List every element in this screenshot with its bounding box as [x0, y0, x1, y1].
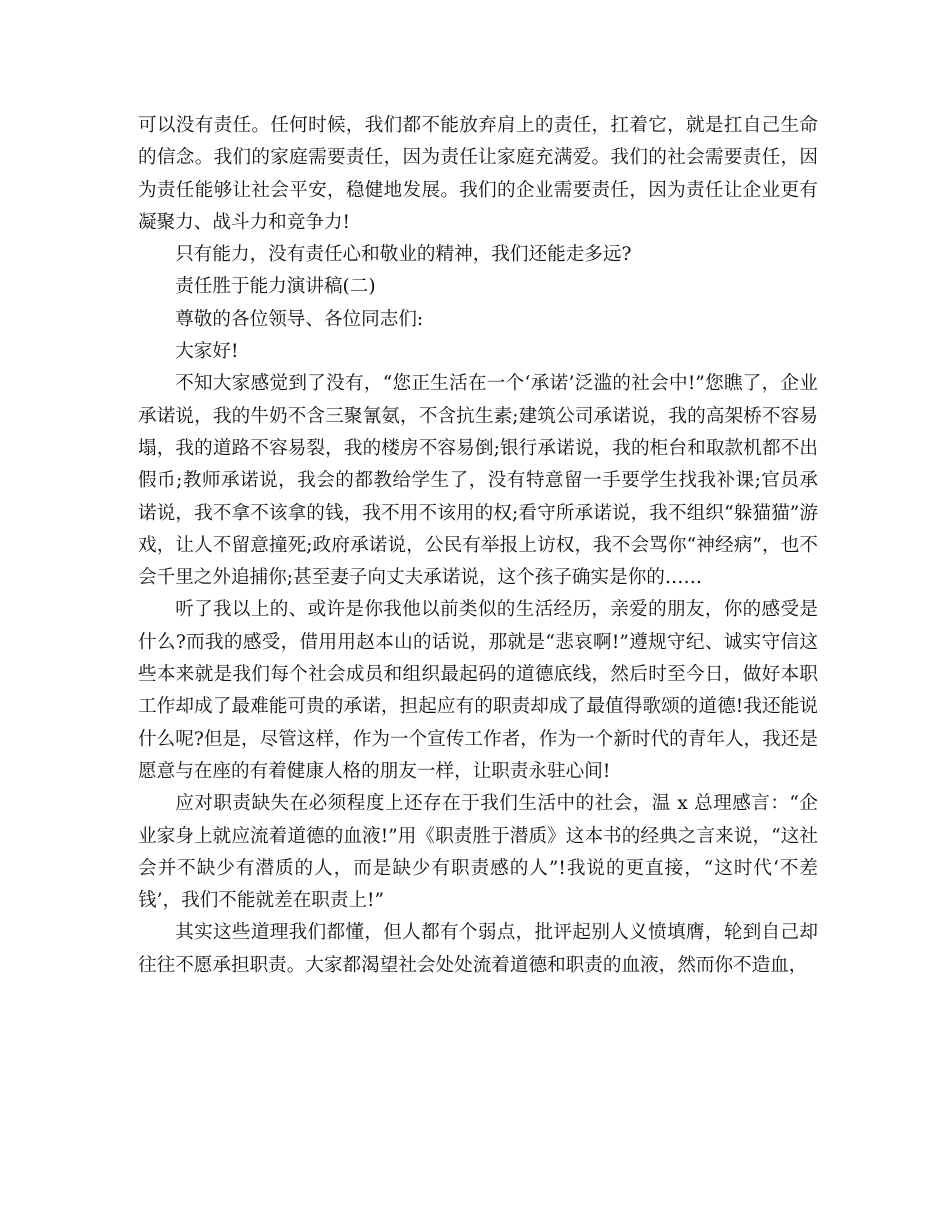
paragraph-9: 其实这些道理我们都懂，但人都有个弱点，批评起别人义愤填膺，轮到自己却往往不愿承担职责。大家都渴望社会处处流着道德和职责的血液，然而你不造血， — [138, 922, 818, 976]
greeting: 大家好! — [175, 341, 239, 363]
paragraph-8: 应对职责缺失在必须程度上还存在于我们生活中的社会，温 x 总理感言：“企业家身上就应流着道德的血液!”用《职责胜于潜质》这本书的经典之言来说，“这社会并不缺少有潜质的人，而是缺少有职责感的人”!我说的更直接，“这时代‘不差钱’，我们不能就差在职责上!” — [138, 793, 818, 912]
salutation: 尊敬的各位领导、各位同志们: — [175, 308, 424, 330]
paragraph-7: 听了我以上的、或许是你我他以前类似的生活经历，亲爱的朋友，你的感受是什么?而我的感受，借用用赵本山的话说，那就是“悲哀啊!”遵规守纪、诚实守信这些本来就是我们每个社会成员和组织最起码的道德底线，然后时至今日，做好本职工作却成了最难能可贵的承诺，担起应有的职责却成了最值得歌颂的道德!我还能说什么呢?但是，尽管这样，作为一个宣传工作者，作为一个新时代的青年人，我还是愿意与在座的有着健康人格的朋友一样，让职责永驻心间! — [138, 599, 818, 782]
speech-title: 责任胜于能力演讲稿(二) — [175, 276, 376, 298]
paragraph-6: 不知大家感觉到了没有，“您正生活在一个‘承诺’泛滥的社会中!”您瞧了，企业承诺说，我的牛奶不含三聚氰氨，不含抗生素;建筑公司承诺说，我的高架桥不容易塌，我的道路不容易裂，我的楼房不容易倒;银行承诺说，我的柜台和取款机都不出假币;教师承诺说，我会的都教给学生了，没有特意留一手要学生找我补课;官员承诺说，我不拿不该拿的钱，我不用不该用的权;看守所承诺说，我不组织“躲猫猫”游戏，让人不留意撞死;政府承诺说，公民有举报上访权，我不会骂你“神经病”，也不会千里之外追捕你;甚至妻子向丈夫承诺说，这个孩子确实是你的…… — [138, 373, 818, 589]
document-body — [138, 110, 818, 982]
paragraph-2: 只有能力，没有责任心和敬业的精神，我们还能走多远? — [175, 244, 632, 266]
paragraph-1: 可以没有责任。任何时候，我们都不能放弃肩上的责任，扛着它，就是扛自己生命的信念。我们的家庭需要责任，因为责任让家庭充满爱。我们的社会需要责任，因为责任能够让社会平安，稳健地发展。我们的企业需要责任，因为责任让企业更有凝聚力、战斗力和竞争力! — [138, 115, 818, 233]
